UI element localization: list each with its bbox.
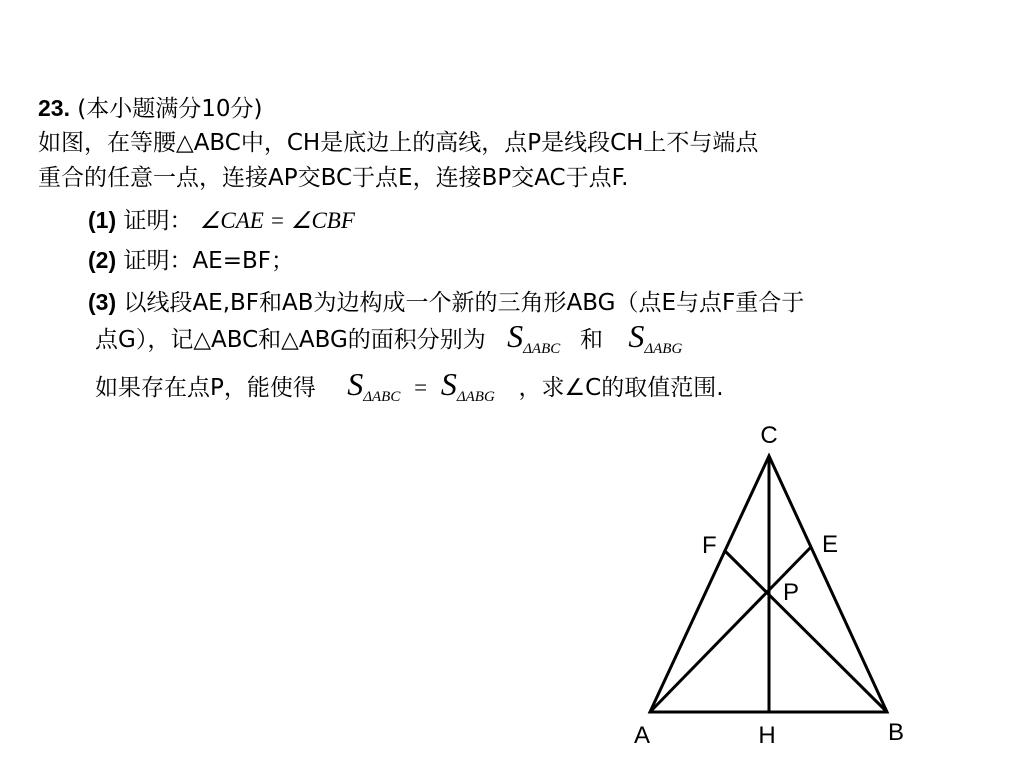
part2-text: 证明：AE=BF； bbox=[123, 248, 294, 274]
part1-prefix: 证明： bbox=[123, 208, 193, 234]
problem-number: 23. bbox=[38, 95, 70, 121]
label-f: F bbox=[702, 532, 717, 559]
part1-label: (1) bbox=[88, 207, 117, 233]
problem-score: (本小题满分10分) bbox=[77, 96, 263, 122]
part3-line3-prefix: 如果存在点P，能使得 bbox=[95, 375, 316, 401]
label-h: H bbox=[758, 722, 776, 749]
part3-label: (3) bbox=[88, 289, 117, 315]
part3-line3-suffix: ，求∠C的取值范围. bbox=[518, 375, 724, 401]
area-equation: $S_{\Delta ABC} = S_{\Delta ABG}$ bbox=[347, 366, 495, 405]
and-text: 和 bbox=[580, 327, 604, 353]
label-c: C bbox=[760, 422, 778, 449]
equals-sign: = bbox=[414, 375, 428, 400]
part2-label: (2) bbox=[88, 247, 117, 273]
problem-statement-line2: 重合的任意一点，连接AP交BC于点E，连接BP交AC于点F. bbox=[38, 165, 629, 191]
part3-line1-text: 以线段AE,BF和AB为边构成一个新的三角形ABG（点E与点F重合于 bbox=[123, 290, 805, 316]
area-abg: $S_{\Delta ABG}$ bbox=[628, 318, 683, 357]
label-p: P bbox=[783, 579, 800, 606]
area-abc: $S_{\Delta ABC}$ bbox=[507, 318, 561, 357]
segment-ae bbox=[650, 547, 811, 712]
label-a: A bbox=[633, 722, 651, 749]
segment-bf bbox=[724, 550, 887, 712]
label-b: B bbox=[887, 719, 905, 746]
part3-line2-text: 点G），记△ABC和△ABG的面积分别为 bbox=[95, 327, 486, 353]
part1-formula: ∠CAE = ∠CBF bbox=[199, 208, 355, 233]
problem-statement-line1: 如图，在等腰△ABC中，CH是底边上的高线，点P是线段CH上不与端点 bbox=[38, 130, 759, 156]
label-e: E bbox=[822, 531, 839, 558]
